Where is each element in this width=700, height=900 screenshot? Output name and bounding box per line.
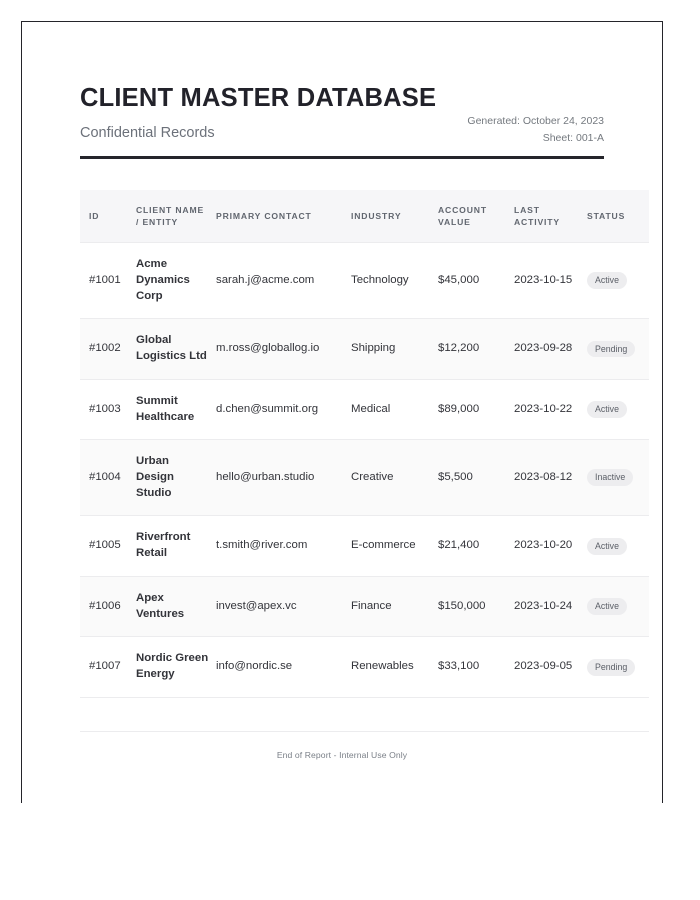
cell-industry: Finance [351,576,438,636]
cell-account-value: $12,200 [438,319,514,379]
status-badge: Active [587,538,627,555]
document-header [80,22,604,159]
cell-industry: Shipping [351,319,438,379]
cell-account-value: $89,000 [438,379,514,439]
cell-status [587,516,649,576]
cell-client-id: #1005 [80,516,136,576]
cell-client-id: #1004 [80,440,136,516]
table-spacer-cell [80,697,136,731]
cell-last-activity: 2023-10-24 [514,576,587,636]
column-header-contact[interactable]: PRIMARY CONTACT [216,210,312,221]
status-badge: Active [587,598,627,615]
cell-client-name: Nordic Green Energy [136,637,216,697]
cell-primary-contact: t.smith@river.com [216,516,351,576]
table-spacer-cell [438,697,514,731]
status-badge: Pending [587,659,635,676]
cell-client-id: #1002 [80,319,136,379]
cell-industry: E-commerce [351,516,438,576]
title-divider [80,156,604,159]
cell-industry: Technology [351,243,438,319]
cell-account-value: $5,500 [438,440,514,516]
status-badge: Active [587,401,627,418]
cell-client-id: #1001 [80,243,136,319]
column-header-date[interactable]: LAST ACTIVITY [514,204,560,227]
cell-primary-contact: m.ross@globallog.io [216,319,351,379]
status-badge: Inactive [587,469,633,486]
table-row[interactable] [80,440,649,516]
cell-client-id: #1007 [80,637,136,697]
column-header-industry[interactable]: INDUSTRY [351,210,402,221]
column-header-status[interactable]: STATUS [587,210,626,221]
cell-client-name: Acme Dynamics Corp [136,243,216,319]
cell-client-id: #1006 [80,576,136,636]
cell-client-name: Global Logistics Ltd [136,319,216,379]
cell-status [587,637,649,697]
cell-last-activity: 2023-10-20 [514,516,587,576]
cell-status [587,440,649,516]
table-spacer-cell [514,697,587,731]
generated-date: Generated: October 24, 2023 [467,115,604,127]
table-spacer-cell [136,697,216,731]
cell-industry: Renewables [351,637,438,697]
cell-account-value: $45,000 [438,243,514,319]
cell-primary-contact: invest@apex.vc [216,576,351,636]
document-meta [467,113,604,147]
client-table [80,190,649,732]
table-spacer-cell [216,697,351,731]
document-page [21,21,663,803]
cell-primary-contact: info@nordic.se [216,637,351,697]
cell-client-name: Urban Design Studio [136,440,216,516]
column-header-name[interactable]: CLIENT NAME / ENTITY [136,204,205,227]
cell-status [587,379,649,439]
cell-account-value: $21,400 [438,516,514,576]
table-spacer-cell [587,697,649,731]
table-body [80,243,649,732]
cell-industry: Medical [351,379,438,439]
cell-client-id: #1003 [80,379,136,439]
cell-last-activity: 2023-10-15 [514,243,587,319]
document-footer: End of Report - Internal Use Only [276,749,408,760]
cell-primary-contact: sarah.j@acme.com [216,243,351,319]
column-header-id[interactable]: ID [89,210,100,221]
status-badge: Pending [587,341,635,358]
cell-last-activity: 2023-10-22 [514,379,587,439]
page-subtitle: Confidential Records [80,125,215,142]
table-header-row [80,190,649,243]
cell-last-activity: 2023-09-28 [514,319,587,379]
table-row[interactable] [80,319,649,379]
cell-status [587,243,649,319]
cell-account-value: $150,000 [438,576,514,636]
table-spacer-row [80,697,649,731]
cell-primary-contact: d.chen@summit.org [216,379,351,439]
document-body [80,22,628,760]
page-title: CLIENT MASTER DATABASE [80,84,437,112]
cell-status [587,319,649,379]
table-row[interactable] [80,379,649,439]
cell-client-name: Summit Healthcare [136,379,216,439]
cell-status [587,576,649,636]
table-header [80,190,649,243]
cell-last-activity: 2023-09-05 [514,637,587,697]
table-row[interactable] [80,576,649,636]
cell-primary-contact: hello@urban.studio [216,440,351,516]
status-badge: Active [587,272,627,289]
table-row[interactable] [80,243,649,319]
table-row[interactable] [80,516,649,576]
table-row[interactable] [80,637,649,697]
cell-account-value: $33,100 [438,637,514,697]
sheet-number: Sheet: 001-A [542,132,604,144]
cell-last-activity: 2023-08-12 [514,440,587,516]
table-spacer-cell [351,697,438,731]
column-header-value[interactable]: ACCOUNT VALUE [438,204,487,227]
cell-client-name: Riverfront Retail [136,516,216,576]
cell-client-name: Apex Ventures [136,576,216,636]
cell-industry: Creative [351,440,438,516]
